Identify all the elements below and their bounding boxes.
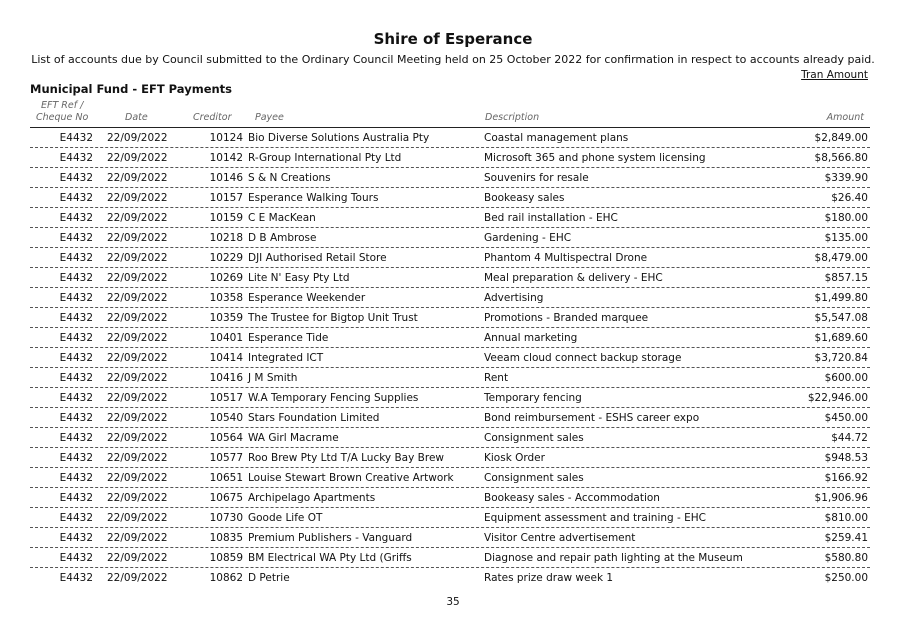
creditor-cell: 10577 [209,452,243,464]
date-cell: 22/09/2022 [107,132,168,144]
cheque-no-cell: E4432 [59,332,93,344]
amount-cell: $339.90 [824,172,868,184]
payee-cell: Louise Stewart Brown Creative Artwork [248,472,454,484]
amount-cell: $580.80 [824,552,868,564]
cheque-no-cell: E4432 [59,552,93,564]
date-cell: 22/09/2022 [107,232,168,244]
cheque-no-cell: E4432 [59,452,93,464]
table-row [30,448,870,468]
col-header-creditor: Creditor [193,112,232,123]
payee-cell: The Trustee for Bigtop Unit Trust [248,312,418,324]
creditor-cell: 10862 [209,572,243,584]
page-subtitle: List of accounts due by Council submitted to the Ordinary Council Meeting held on 25 October 2022 for confirmation in respect to accounts already paid. [31,53,875,66]
description-cell: Bookeasy sales - Accommodation [484,492,660,504]
cheque-no-cell: E4432 [59,292,93,304]
creditor-cell: 10142 [209,152,243,164]
table-row [30,228,870,248]
payee-cell: Archipelago Apartments [248,492,376,504]
description-cell: Kiosk Order [484,452,545,464]
creditor-cell: 10730 [209,512,243,524]
creditor-cell: 10159 [209,212,243,224]
payee-cell: Esperance Weekender [248,292,366,304]
amount-cell: $250.00 [824,572,868,584]
creditor-cell: 10835 [209,532,243,544]
creditor-cell: 10675 [209,492,243,504]
description-cell: Consignment sales [484,472,584,484]
payee-cell: Lite N' Easy Pty Ltd [248,272,350,284]
cheque-no-cell: E4432 [59,272,93,284]
description-cell: Microsoft 365 and phone system licensing [484,152,706,164]
creditor-cell: 10859 [209,552,243,564]
amount-cell: $3,720.84 [814,352,868,364]
amount-cell: $180.00 [824,212,868,224]
amount-cell: $948.53 [824,452,868,464]
table-row [30,488,870,508]
date-cell: 22/09/2022 [107,332,168,344]
description-cell: Equipment assessment and training - EHC [484,512,707,524]
cheque-no-cell: E4432 [59,352,93,364]
date-cell: 22/09/2022 [107,172,168,184]
cheque-no-cell: E4432 [59,412,93,424]
amount-cell: $2,849.00 [814,132,868,144]
page-number: 35 [446,596,460,608]
payee-cell: Premium Publishers - Vanguard [248,532,413,544]
table-row [30,148,870,168]
table-row [30,408,870,428]
payee-cell: D B Ambrose [248,232,317,244]
date-cell: 22/09/2022 [107,192,168,204]
amount-cell: $8,566.80 [814,152,868,164]
amount-cell: $810.00 [824,512,868,524]
description-cell: Bed rail installation - EHC [484,212,618,224]
payee-cell: Stars Foundation Limited [248,412,380,424]
cheque-no-cell: E4432 [59,432,93,444]
payee-cell: Integrated ICT [248,352,324,364]
col-header-payee: Payee [255,112,284,123]
creditor-cell: 10124 [209,132,243,144]
date-cell: 22/09/2022 [107,512,168,524]
table-row [30,508,870,528]
table-row [30,288,870,308]
col-header-ref-line2: Cheque No [36,112,89,123]
payee-cell: DJI Authorised Retail Store [248,252,387,264]
creditor-cell: 10358 [209,292,243,304]
payee-cell: Goode Life OT [248,512,323,524]
date-cell: 22/09/2022 [107,552,168,564]
payee-cell: Esperance Walking Tours [248,192,379,204]
table-row [30,168,870,188]
col-header-amount: Amount [826,112,864,123]
payee-cell: BM Electrical WA Pty Ltd (Griffs [248,552,412,564]
cheque-no-cell: E4432 [59,572,93,584]
creditor-cell: 10651 [209,472,243,484]
description-cell: Souvenirs for resale [484,172,589,184]
date-cell: 22/09/2022 [107,292,168,304]
description-cell: Veeam cloud connect backup storage [484,352,682,364]
date-cell: 22/09/2022 [107,252,168,264]
cheque-no-cell: E4432 [59,512,93,524]
table-row [30,528,870,548]
creditor-cell: 10359 [209,312,243,324]
amount-cell: $5,547.08 [814,312,868,324]
col-header-date: Date [125,112,148,123]
table-row [30,328,870,348]
cheque-no-cell: E4432 [59,232,93,244]
description-cell: Advertising [484,292,544,304]
payee-cell: Esperance Tide [248,332,329,344]
cheque-no-cell: E4432 [59,392,93,404]
table-row [30,388,870,408]
cheque-no-cell: E4432 [59,492,93,504]
date-cell: 22/09/2022 [107,532,168,544]
date-cell: 22/09/2022 [107,352,168,364]
date-cell: 22/09/2022 [107,152,168,164]
amount-cell: $450.00 [824,412,868,424]
creditor-cell: 10540 [209,412,243,424]
col-header-description: Description [485,112,540,123]
payments-table [30,128,870,587]
payee-cell: Bio Diverse Solutions Australia Pty [248,132,430,144]
table-row [30,208,870,228]
amount-cell: $8,479.00 [814,252,868,264]
creditor-cell: 10269 [209,272,243,284]
payee-cell: R-Group International Pty Ltd [248,152,402,164]
cheque-no-cell: E4432 [59,152,93,164]
table-row [30,348,870,368]
description-cell: Coastal management plans [484,132,629,144]
amount-cell: $135.00 [824,232,868,244]
description-cell: Temporary fencing [484,392,582,404]
amount-cell: $1,689.60 [814,332,868,344]
date-cell: 22/09/2022 [107,412,168,424]
col-header-ref-line1: EFT Ref / [41,100,84,111]
description-cell: Diagnose and repair path lighting at the Museum [484,552,743,564]
amount-cell: $600.00 [824,372,868,384]
cheque-no-cell: E4432 [59,372,93,384]
creditor-cell: 10414 [209,352,243,364]
cheque-no-cell: E4432 [59,472,93,484]
date-cell: 22/09/2022 [107,272,168,284]
date-cell: 22/09/2022 [107,432,168,444]
date-cell: 22/09/2022 [107,312,168,324]
cheque-no-cell: E4432 [59,192,93,204]
table-row [30,548,870,568]
creditor-cell: 10564 [209,432,243,444]
description-cell: Rates prize draw week 1 [484,572,614,584]
table-row [30,468,870,488]
cheque-no-cell: E4432 [59,252,93,264]
creditor-cell: 10416 [209,372,243,384]
date-cell: 22/09/2022 [107,472,168,484]
table-row [30,188,870,208]
date-cell: 22/09/2022 [107,372,168,384]
cheque-no-cell: E4432 [59,312,93,324]
description-cell: Annual marketing [484,332,578,344]
amount-cell: $1,499.80 [814,292,868,304]
description-cell: Gardening - EHC [484,232,572,244]
creditor-cell: 10146 [209,172,243,184]
creditor-cell: 10517 [209,392,243,404]
creditor-cell: 10229 [209,252,243,264]
description-cell: Bond reimbursement - ESHS career expo [484,412,700,424]
payee-cell: S & N Creations [248,172,331,184]
payee-cell: Roo Brew Pty Ltd T/A Lucky Bay Brew [248,452,445,464]
amount-cell: $1,906.96 [814,492,868,504]
tran-amount-label: Tran Amount [801,69,868,81]
section-title: Municipal Fund - EFT Payments [30,82,233,96]
description-cell: Promotions - Branded marquee [484,312,649,324]
page-title: Shire of Esperance [373,30,533,48]
description-cell: Meal preparation & delivery - EHC [484,272,663,284]
date-cell: 22/09/2022 [107,492,168,504]
cheque-no-cell: E4432 [59,532,93,544]
table-row [30,368,870,388]
cheque-no-cell: E4432 [59,212,93,224]
description-cell: Bookeasy sales [484,192,565,204]
amount-cell: $22,946.00 [807,392,868,404]
date-cell: 22/09/2022 [107,212,168,224]
amount-cell: $44.72 [831,432,868,444]
description-cell: Visitor Centre advertisement [484,532,636,544]
creditor-cell: 10218 [209,232,243,244]
table-row [30,308,870,328]
amount-cell: $26.40 [831,192,868,204]
description-cell: Phantom 4 Multispectral Drone [484,252,648,264]
payee-cell: W.A Temporary Fencing Supplies [248,392,419,404]
payee-cell: WA Girl Macrame [248,432,339,444]
cheque-no-cell: E4432 [59,172,93,184]
description-cell: Rent [484,372,509,384]
table-row [30,568,870,587]
creditor-cell: 10401 [209,332,243,344]
table-row [30,268,870,288]
amount-cell: $259.41 [824,532,868,544]
table-row [30,248,870,268]
creditor-cell: 10157 [209,192,243,204]
payee-cell: C E MacKean [248,212,316,224]
table-row [30,428,870,448]
payee-cell: J M Smith [248,372,298,384]
table-row [30,128,870,148]
date-cell: 22/09/2022 [107,392,168,404]
payee-cell: D Petrie [248,572,290,584]
cheque-no-cell: E4432 [59,132,93,144]
date-cell: 22/09/2022 [107,572,168,584]
amount-cell: $166.92 [824,472,868,484]
description-cell: Consignment sales [484,432,584,444]
date-cell: 22/09/2022 [107,452,168,464]
amount-cell: $857.15 [824,272,868,284]
